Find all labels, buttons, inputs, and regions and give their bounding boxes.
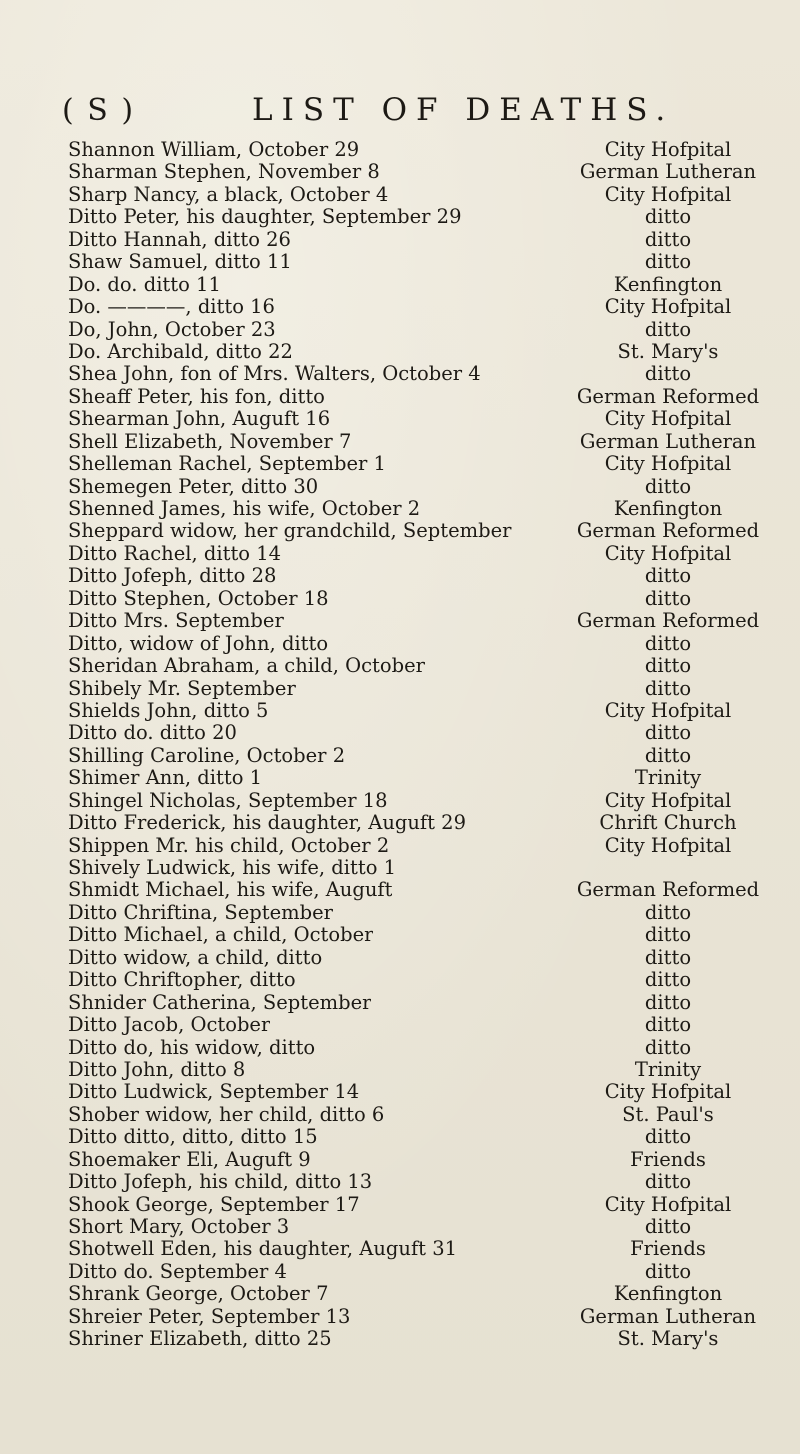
entry-name: Ditto do. ditto 20 (68, 722, 237, 745)
page-header (62, 90, 762, 130)
entry-burial-place: City Hofpital (604, 698, 732, 722)
entry-name: Sheaff Peter, his fon, ditto (68, 385, 325, 408)
entry-burial-place: City Hofpital (604, 1080, 732, 1104)
entry-burial-place: ditto (644, 474, 692, 498)
list-item (68, 610, 768, 632)
list-item (68, 206, 768, 228)
entry-burial-place: ditto (644, 586, 692, 610)
entry-name: Shook George, September 17 (68, 1193, 360, 1216)
list-item (68, 386, 768, 408)
entry-burial-place: Kenfington (613, 1282, 723, 1306)
entry-name: Shemegen Peter, ditto 30 (68, 475, 319, 498)
entry-burial-place: ditto (644, 743, 692, 767)
list-item (68, 700, 768, 722)
entry-name: Sharp Nancy, a black, October 4 (68, 183, 389, 206)
entry-burial-place: German Reformed (576, 519, 760, 543)
entry-name: Shriner Elizabeth, ditto 25 (68, 1328, 332, 1351)
entry-burial-place: ditto (644, 250, 692, 274)
list-item (68, 498, 768, 520)
entry-name: Shields John, ditto 5 (68, 699, 269, 722)
entry-burial-place: ditto (644, 945, 692, 969)
entry-burial-place: German Lutheran (579, 429, 757, 453)
entry-burial-place: City Hofpital (604, 452, 732, 476)
entry-name: Shimer Ann, ditto 1 (68, 767, 263, 790)
entry-name: Sheridan Abraham, a child, October (68, 655, 425, 678)
entry-burial-place: Trinity (634, 766, 702, 790)
entry-name: Shibely Mr. September (68, 677, 296, 700)
list-item (68, 1261, 768, 1283)
entry-burial-place: City Hofpital (604, 833, 732, 857)
entry-burial-place: City Hofpital (604, 138, 732, 161)
entry-name: Ditto John, ditto 8 (68, 1058, 246, 1081)
entry-name: Shingel Nicholas, September 18 (68, 789, 388, 812)
entry-name: Shearman John, Auguft 16 (68, 408, 331, 431)
running-title: LIST OF DEATHS. (252, 92, 675, 128)
entry-burial-place: City Hofpital (604, 788, 732, 812)
entry-name: Do, John, October 23 (68, 318, 276, 341)
entry-burial-place: ditto (644, 654, 692, 678)
entry-name: Ditto Jacob, October (68, 1014, 271, 1037)
entry-name: Shea John, fon of Mrs. Walters, October 4 (68, 363, 481, 386)
entry-burial-place: ditto (644, 1035, 692, 1059)
entry-burial-place: ditto (644, 205, 692, 229)
list-item (68, 1059, 768, 1081)
entry-name: Shrank George, October 7 (68, 1283, 329, 1306)
list-item (68, 745, 768, 767)
entry-name: Ditto Ludwick, September 14 (68, 1081, 360, 1104)
list-item (68, 319, 768, 341)
list-item (68, 1328, 768, 1350)
list-item (68, 1081, 768, 1103)
list-item (68, 520, 768, 542)
entry-name: Ditto Jofeph, his child, ditto 13 (68, 1171, 373, 1194)
list-item (68, 588, 768, 610)
entry-burial-place: ditto (644, 1013, 692, 1037)
death-list (68, 139, 768, 1351)
entry-name: Shnider Catherina, September (68, 991, 372, 1014)
entry-name: Ditto Frederick, his daughter, Auguft 29 (68, 812, 466, 835)
entry-name: Ditto Mrs. September (68, 610, 284, 633)
entry-burial-place: German Reformed (576, 609, 760, 633)
entry-burial-place: ditto (644, 564, 692, 588)
entry-burial-place: Chrift Church (599, 811, 737, 835)
entry-burial-place: City Hofpital (604, 295, 732, 319)
entry-name: Ditto Hannah, ditto 26 (68, 228, 291, 251)
entry-burial-place: ditto (644, 631, 692, 655)
entry-name: Do. Archibald, ditto 22 (68, 340, 293, 363)
list-item (68, 229, 768, 251)
entry-burial-place: Kenfington (613, 272, 723, 296)
entry-name: Ditto Peter, his daughter, September 29 (68, 206, 462, 229)
list-item (68, 543, 768, 565)
entry-burial-place: ditto (644, 1125, 692, 1149)
entry-name: Ditto Chriftopher, ditto (68, 969, 296, 992)
entry-burial-place: Friends (630, 1237, 706, 1261)
entry-name: Shaw Samuel, ditto 11 (68, 251, 292, 274)
list-item (68, 1037, 768, 1059)
list-item (68, 1238, 768, 1260)
entry-name: Shenned James, his wife, October 2 (68, 498, 421, 520)
entry-burial-place: ditto (644, 900, 692, 924)
entry-burial-place: St. Mary's (617, 1327, 719, 1351)
list-item (68, 857, 768, 879)
list-item (68, 1216, 768, 1238)
entry-burial-place: German Lutheran (579, 160, 757, 184)
list-item (68, 161, 768, 183)
entry-name: Shell Elizabeth, November 7 (68, 430, 352, 453)
entry-burial-place: ditto (644, 227, 692, 251)
entry-burial-place: Trinity (634, 1057, 702, 1081)
entry-burial-place: German Reformed (576, 878, 760, 902)
list-item (68, 655, 768, 677)
list-item (68, 1149, 768, 1171)
entry-name: Ditto Michael, a child, October (68, 924, 374, 947)
list-item (68, 565, 768, 587)
list-item (68, 1126, 768, 1148)
entry-name: Shmidt Michael, his wife, Auguft (68, 879, 393, 902)
list-item (68, 431, 768, 453)
entry-name: Sheppard widow, her grandchild, September (68, 520, 512, 543)
list-item (68, 924, 768, 946)
entry-name: Ditto Chriftina, September (68, 901, 333, 924)
entry-name: Shilling Caroline, October 2 (68, 744, 346, 767)
entry-name: Ditto widow, a child, ditto (68, 946, 323, 969)
entry-name: Short Mary, October 3 (68, 1216, 290, 1238)
list-item (68, 902, 768, 924)
entry-name: Ditto Jofeph, ditto 28 (68, 565, 277, 588)
list-item (68, 476, 768, 498)
entry-name: Do. ————, ditto 16 (68, 296, 275, 319)
entry-name: Shelleman Rachel, September 1 (68, 453, 386, 476)
list-item (68, 812, 768, 834)
entry-burial-place: German Reformed (576, 384, 760, 408)
list-item (68, 1014, 768, 1036)
list-item (68, 453, 768, 475)
list-item (68, 767, 768, 789)
list-item (68, 1283, 768, 1305)
list-item (68, 633, 768, 655)
entry-burial-place: Friends (630, 1147, 706, 1171)
entry-name: Ditto Stephen, October 18 (68, 587, 329, 610)
list-item (68, 341, 768, 363)
entry-name: Shively Ludwick, his wife, ditto 1 (68, 857, 397, 879)
list-item (68, 1306, 768, 1328)
list-item (68, 835, 768, 857)
entry-burial-place: ditto (644, 317, 692, 341)
entry-name: Ditto ditto, ditto, ditto 15 (68, 1126, 318, 1149)
entry-burial-place: St. Mary's (617, 339, 719, 363)
entry-burial-place: ditto (644, 968, 692, 992)
entry-burial-place: City Hofpital (604, 407, 732, 431)
list-item (68, 408, 768, 430)
entry-name: Shannon William, October 29 (68, 139, 360, 161)
list-item (68, 722, 768, 744)
entry-name: Shotwell Eden, his daughter, Auguft 31 (68, 1238, 458, 1261)
entry-name: Ditto do, his widow, ditto (68, 1036, 316, 1059)
entry-name: Shober widow, her child, ditto 6 (68, 1103, 385, 1126)
entry-name: Do. do. ditto 11 (68, 273, 221, 296)
entry-burial-place: German Lutheran (579, 1304, 757, 1328)
list-item (68, 1104, 768, 1126)
list-item (68, 678, 768, 700)
entry-burial-place: ditto (644, 1259, 692, 1283)
entry-burial-place: Kenfington (613, 497, 723, 520)
list-item (68, 184, 768, 206)
entry-burial-place: ditto (644, 1170, 692, 1194)
entry-burial-place: City Hofpital (604, 541, 732, 565)
entry-name: Shreier Peter, September 13 (68, 1305, 351, 1328)
entry-burial-place: City Hofpital (604, 182, 732, 206)
list-item (68, 879, 768, 901)
entry-burial-place: ditto (644, 923, 692, 947)
entry-name: Shippen Mr. his child, October 2 (68, 834, 390, 857)
list-item (68, 992, 768, 1014)
list-item (68, 251, 768, 273)
entry-burial-place: St. Paul's (622, 1102, 714, 1126)
list-item (68, 790, 768, 812)
entry-burial-place: ditto (644, 1215, 692, 1238)
list-item (68, 274, 768, 296)
entry-name: Ditto do. September 4 (68, 1260, 287, 1283)
entry-name: Ditto Rachel, ditto 14 (68, 542, 282, 565)
entry-burial-place: ditto (644, 676, 692, 700)
entry-name: Sharman Stephen, November 8 (68, 161, 380, 184)
entry-burial-place: City Hofpital (604, 1192, 732, 1216)
list-item (68, 139, 768, 161)
entry-burial-place: ditto (644, 362, 692, 386)
page-signature-mark: ( S ) (62, 92, 136, 128)
list-item (68, 947, 768, 969)
entry-name: Shoemaker Eli, Auguft 9 (68, 1148, 311, 1171)
entry-name: Ditto, widow of John, ditto (68, 632, 329, 655)
entry-burial-place: ditto (644, 721, 692, 745)
list-item (68, 296, 768, 318)
list-item (68, 363, 768, 385)
list-item (68, 969, 768, 991)
entry-burial-place: ditto (644, 990, 692, 1014)
list-item (68, 1194, 768, 1216)
list-item (68, 1171, 768, 1193)
